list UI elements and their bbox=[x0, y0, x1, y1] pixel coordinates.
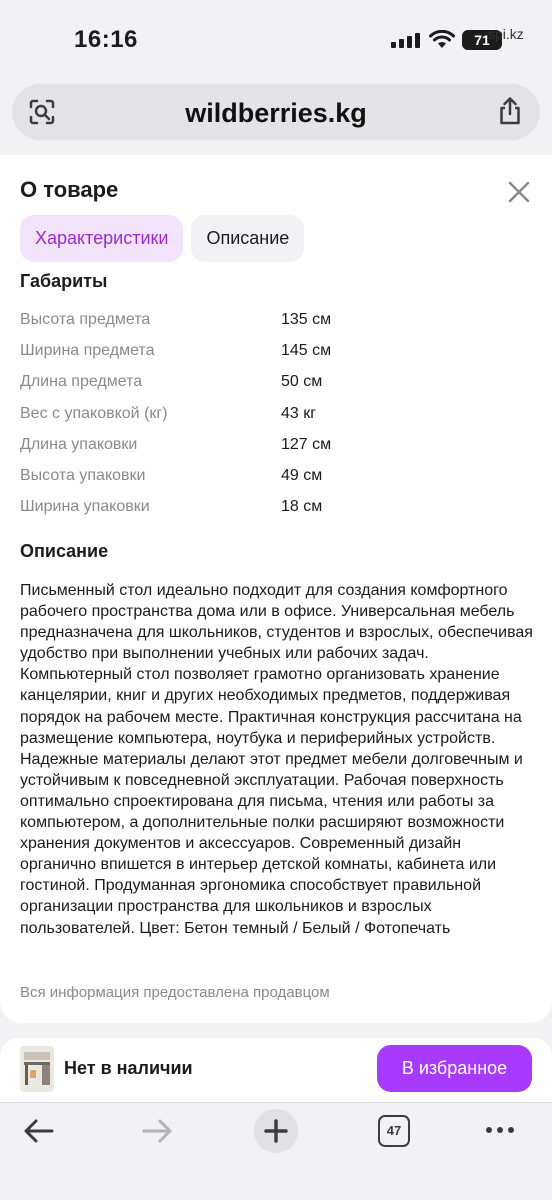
description-text: Письменный стол идеально подходит для создания комфортного рабочего пространства дома или в офисе. Универсальная мебель предназначена для школьников, студентов и взрослых, обеспечивая удобство при выполнении учебных или рабочих задач. Компьютерный стол позволяет грамотно организовать хранение канцелярии, книг и других необходимых предметов, поддерживая порядок на рабочем месте. Практичная конструкция рассчитана на размещение компьютера, ноутбука и периферийных устройств. Надежные материалы делают этот предмет мебели долговечным и устойчивым к повседневной эксплуатации. Рабочая поверхность оптимально спроектирована для письма, чтения или работы за компьютером, а дополнительные полки расширяют возможности хранения документов и аксессуаров. Современный дизайн органично впишется в интерьер детской комнаты, кабинета или гостиной. Продуманная эргономика способствует правильной организации пространства для школьников и взрослых пользователей. Цвет: Бетон темный / Белый / Фотопечать bbox=[20, 582, 533, 937]
spec-value: 49 см bbox=[281, 467, 323, 485]
sheet-title: О товаре bbox=[20, 177, 119, 202]
spec-row bbox=[20, 492, 532, 523]
spec-row bbox=[20, 367, 532, 398]
spec-value: 43 кг bbox=[281, 404, 317, 422]
product-info-sheet bbox=[0, 155, 552, 1023]
more-icon[interactable] bbox=[486, 1127, 514, 1133]
tabs-count-button[interactable]: 47 bbox=[378, 1115, 410, 1147]
spec-value: 145 см bbox=[281, 341, 332, 359]
new-tab-button[interactable] bbox=[254, 1109, 298, 1153]
specs-list bbox=[20, 304, 532, 523]
back-arrow-icon[interactable] bbox=[22, 1117, 56, 1145]
wifi-icon bbox=[428, 30, 456, 50]
tab-bar bbox=[20, 215, 304, 262]
cellular-signal-icon bbox=[391, 32, 420, 48]
dimensions-heading: Габариты bbox=[20, 271, 108, 291]
spec-row bbox=[20, 460, 532, 491]
spec-value: 127 см bbox=[281, 435, 332, 453]
spec-row bbox=[20, 398, 532, 429]
spec-row bbox=[20, 335, 532, 366]
forward-arrow-icon[interactable] bbox=[140, 1117, 174, 1145]
desk-image bbox=[20, 1046, 54, 1092]
spec-label: Ширина упаковки bbox=[20, 498, 150, 516]
browser-toolbar bbox=[0, 1102, 552, 1200]
bottom-action-bar bbox=[0, 1038, 552, 1102]
seller-note: Вся информация предоставлена продавцом bbox=[20, 984, 330, 1001]
spec-label: Длина предмета bbox=[20, 373, 143, 391]
status-bar bbox=[0, 0, 552, 80]
spec-row bbox=[20, 304, 532, 335]
plus-icon bbox=[254, 1109, 298, 1153]
battery-icon: 71 bbox=[462, 30, 502, 50]
tab-characteristics[interactable]: Характеристики bbox=[20, 215, 183, 262]
description-heading: Описание bbox=[20, 541, 109, 561]
spec-row bbox=[20, 429, 532, 460]
spec-label: Вес с упаковкой (кг) bbox=[20, 404, 168, 422]
watermark: spi.kz bbox=[488, 26, 524, 42]
address-bar[interactable] bbox=[12, 84, 540, 140]
status-time: 16:16 bbox=[74, 26, 138, 53]
product-thumbnail[interactable] bbox=[20, 1046, 54, 1092]
close-icon[interactable] bbox=[506, 179, 532, 205]
spec-value: 50 см bbox=[281, 373, 323, 391]
share-icon[interactable] bbox=[496, 96, 524, 126]
add-to-favorites-button[interactable]: В избранное bbox=[377, 1045, 532, 1092]
spec-label: Высота упаковки bbox=[20, 467, 146, 485]
tab-description[interactable]: Описание bbox=[191, 215, 304, 262]
spec-value: 18 см bbox=[281, 498, 323, 516]
url-text[interactable]: wildberries.kg bbox=[185, 98, 367, 128]
spec-label: Длина упаковки bbox=[20, 435, 138, 453]
spec-label: Высота предмета bbox=[20, 310, 151, 328]
spec-label: Ширина предмета bbox=[20, 341, 155, 359]
spec-value: 135 см bbox=[281, 310, 332, 328]
stock-status: Нет в наличии bbox=[64, 1058, 193, 1078]
